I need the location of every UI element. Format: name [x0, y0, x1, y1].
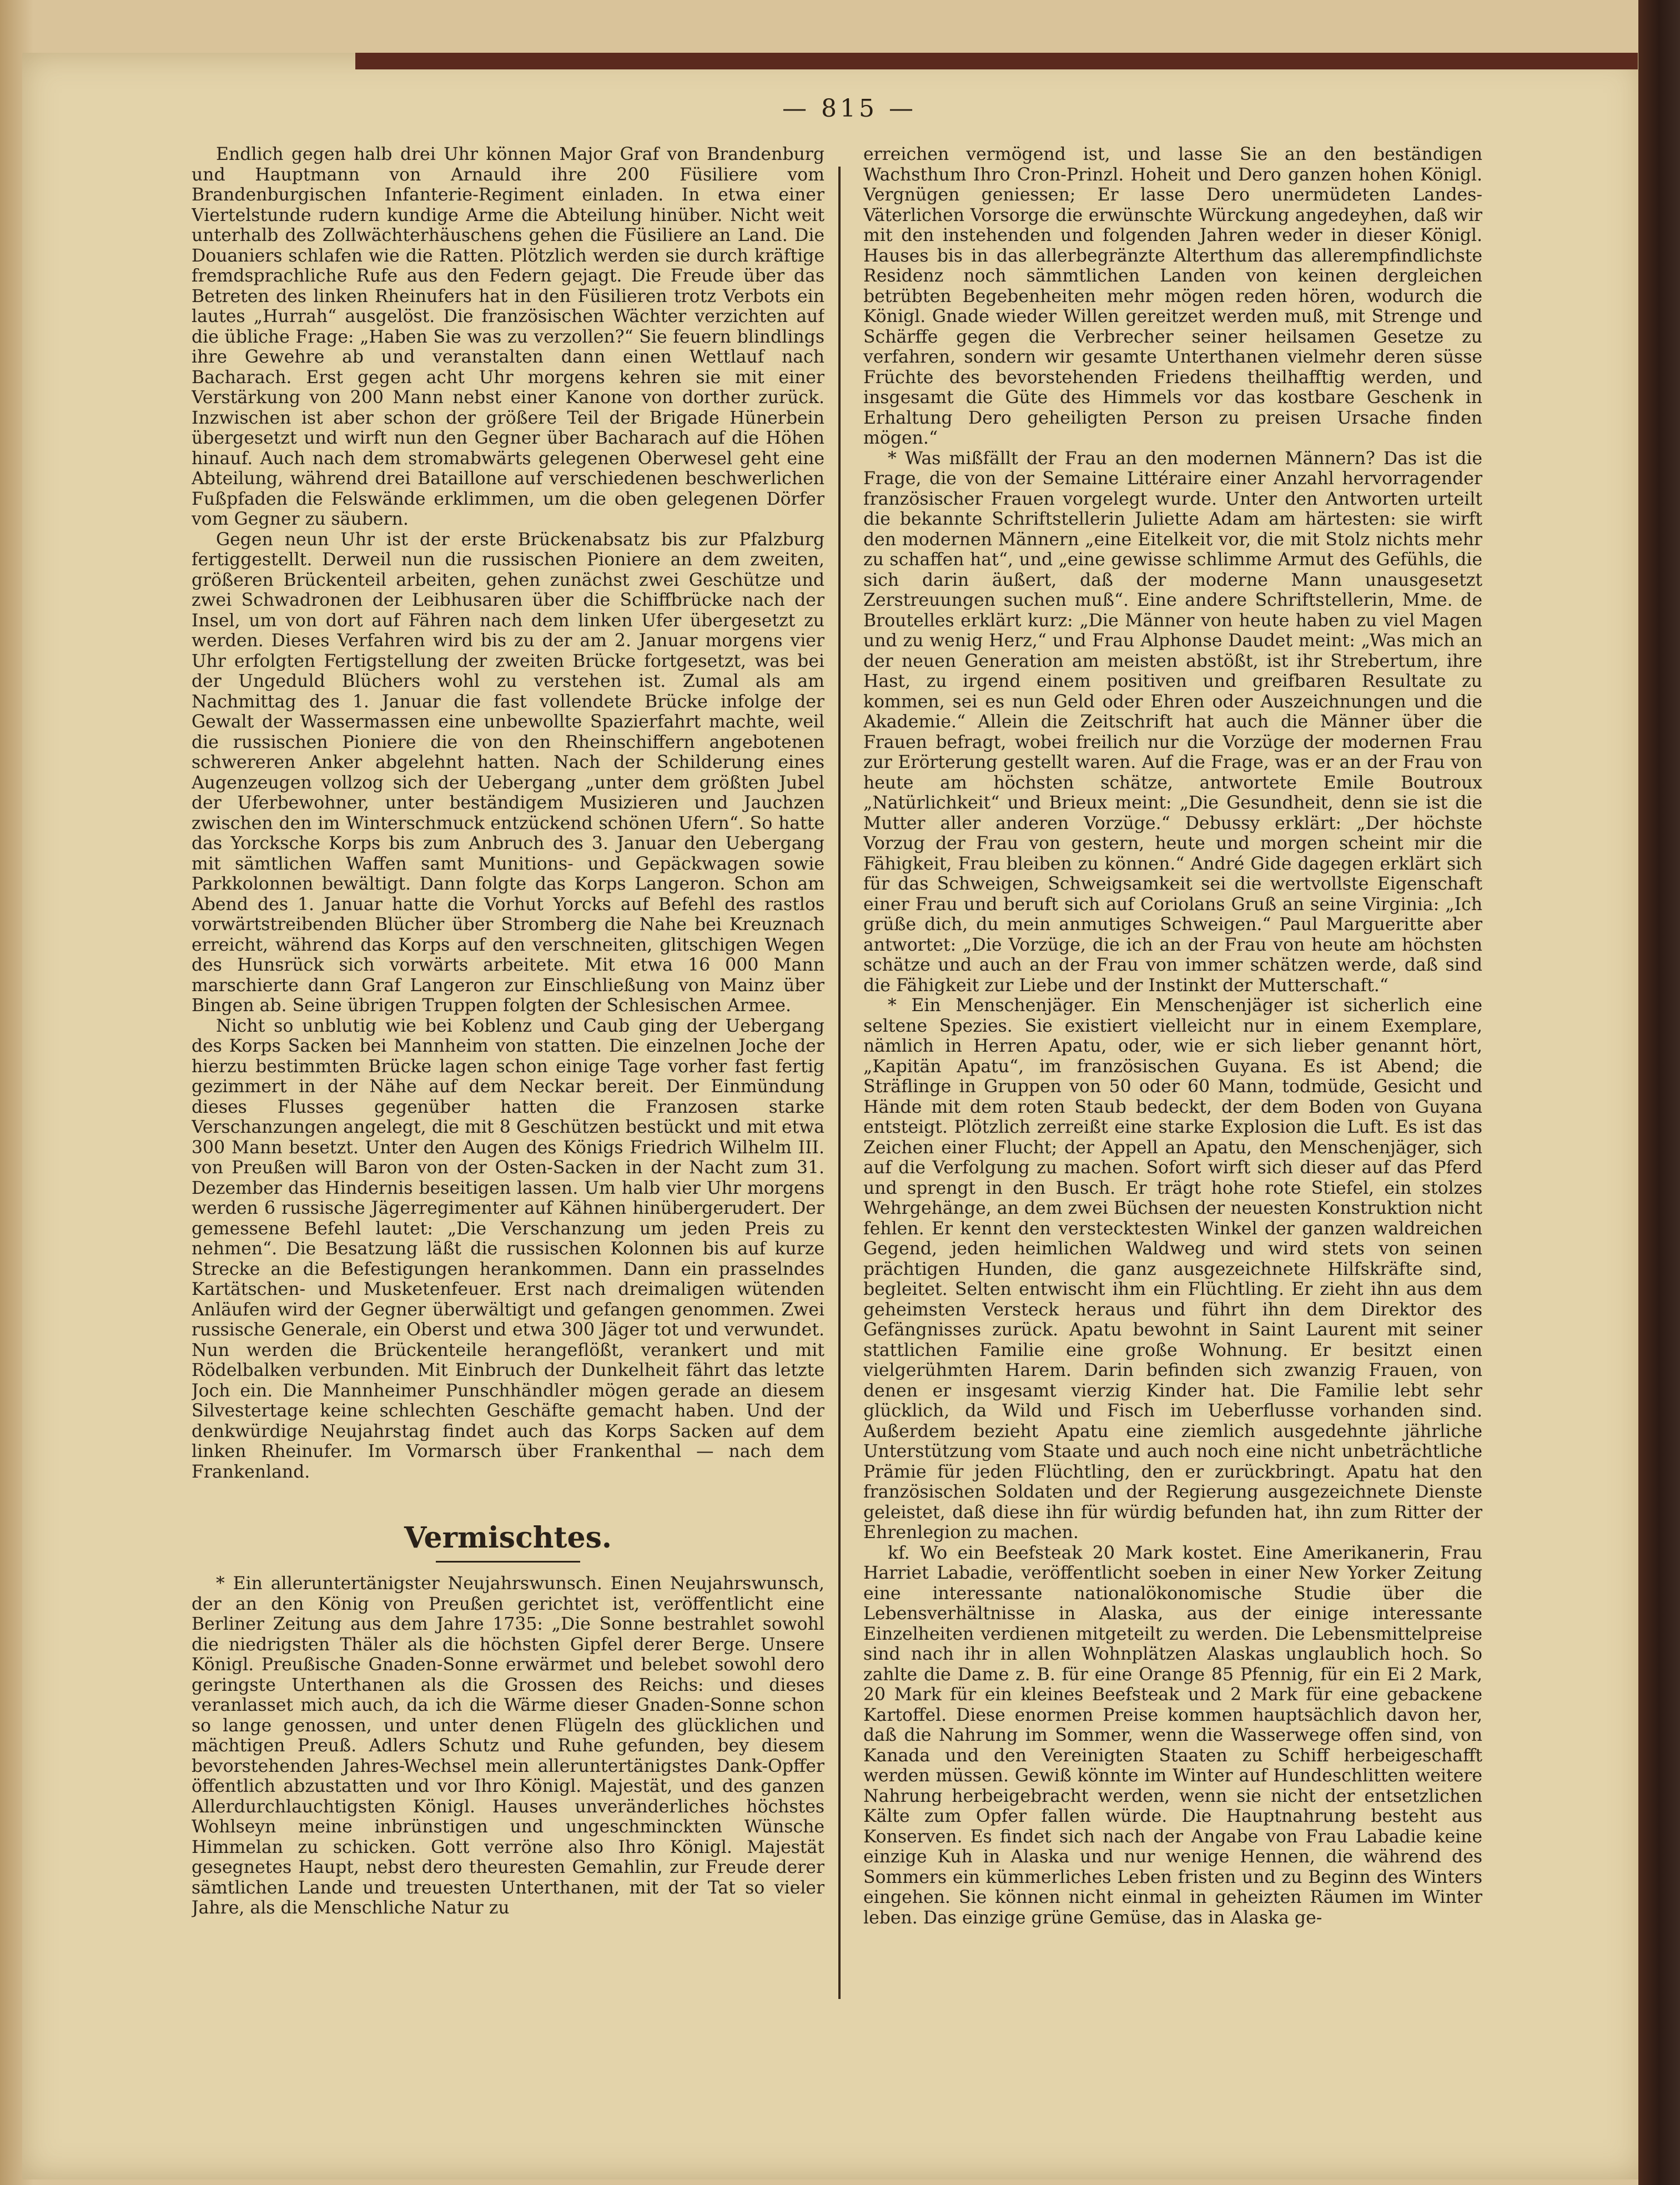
page-number: — 815 —: [782, 94, 917, 123]
section-heading: Vermischtes.: [404, 1521, 612, 1555]
book-binding: [1638, 0, 1680, 2185]
article-paragraph: Endlich gegen halb drei Uhr können Major Graf von Brandenburg und Hauptmann von Arnauld ihre 200 Füsiliere vom Brandenburgischen Infanterie-Regiment einladen. In etwa einer Viertelstunde rudern kundige Arme die Abteilung hinüber. Nicht weit unterhalb des Zollwächterhäuschens gehen die Füsiliere an Land. Die Douaniers schlafen wie die Ratten. Plötzlich werden sie durch kräftige fremdsprachliche Rufe aus den Federn gejagt. Die Freude über das Betreten des linken Rheinufers hat in den Füsilieren trotz Verbots ein lautes „Hurrah“ ausgelöst. Die französischen Wächter verzichten auf die übliche Frage: „Haben Sie was zu verzollen?“ Sie feuern blindlings ihre Gewehre ab und veranstalten dann einen Wettlauf nach Bacharach. Erst gegen acht Uhr morgens kehren sie mit einer Verstärkung von 200 Mann nebst einer Kanone von dorther zurück. Inzwischen ist aber schon der größere Teil der Brigade Hünerbein übergesetzt und wirft nun den Gegner über Bacharach auf die Höhen hinauf. Auch nach dem stromabwärts gelegenen Oberwesel geht eine Abteilung, während drei Bataillone auf verschiedenen beschwerlichen Fußpfaden die Felswände erklimmen, um die oben gelegenen Dörfer vom Gegner zu säubern.: [192, 144, 824, 529]
article-paragraph: Nicht so unblutig wie bei Koblenz und Caub ging der Uebergang des Korps Sacken bei Mannheim von statten. Die einzelnen Joche der hierzu bestimmten Brücke lagen schon einige Tage vorher fast fertig gezimmert in der Nähe auf dem Neckar bereit. Der Einmündung dieses Flusses gegenüber hatten die Franzosen starke Verschanzungen angelegt, die mit 8 Geschützen bestückt und mit etwa 300 Mann besetzt. Unter den Augen des Königs Friedrich Wilhelm III. von Preußen will Baron von der Osten-Sacken in der Nacht zum 31. Dezember das Hindernis beseitigen lassen. Um halb vier Uhr morgens werden 6 russische Jägerregimenter auf Kähnen hinübergerudert. Der gemessene Befehl lautet: „Die Verschanzung um jeden Preis zu nehmen“. Die Besatzung läßt die russischen Kolonnen bis auf kurze Strecke an die Befestigungen herankommen. Dann ein prasselndes Kartätschen- und Musketenfeuer. Erst nach dreimaligen wütenden Anläufen wird der Gegner überwältigt und gefangen genommen. Zwei russische Generale, ein Oberst und etwa 300 Jäger tot und verwundet. Nun werden die Brückenteile herangeflößt, verankert und mit Rödelbalken verbunden. Mit Einbruch der Dunkelheit fährt das letzte Joch ein. Die Mannheimer Punschhändler mögen gerade an diesem Silvestertage keine schlechten Geschäfte gemacht haben. Und der denkwürdige Neujahrstag findet auch das Korps Sacken auf dem linken Rheinufer. Im Vormarsch über Frankenthal — nach dem Frankenland.: [192, 1016, 824, 1482]
article-paragraph: kf. Wo ein Beefsteak 20 Mark kostet. Eine Amerikanerin, Frau Harriet Labadie, veröffentlicht soeben in einer New Yorker Zeitung eine interessante nationalökonomische Studie über die Lebensverhältnisse in Alaska, aus der einige interessante Einzelheiten verdienen mitgeteilt zu werden. Die Lebensmittelpreise sind nach ihr in allen Wohnplätzen Alaskas unglaublich hoch. So zahlte die Dame z. B. für eine Orange 85 Pfennig, für ein Ei 2 Mark, 20 Mark für ein kleines Beefsteak und 2 Mark für eine gebackene Kartoffel. Diese enormen Preise kommen hauptsächlich davon her, daß die Nahrung im Sommer, wenn die Wasserwege offen sind, von Kanada und den Vereinigten Staaten zu Schiff herbeigeschafft werden müssen. Gewiß könnte im Winter auf Hundeschlitten weitere Nahrung herbeigebracht werden, wenn sie nicht der entsetzlichen Kälte zum Opfer fallen würde. Die Hauptnahrung besteht aus Konserven. Es findet sich nach der Angabe von Frau Labadie keine einzige Kuh in Alaska und nur wenige Hennen, die während des Sommers ein kümmerliches Leben fristen und zu Beginn des Winters eingehen. Sie können nicht einmal in geheizten Räumen im Winter leben. Das einzige grüne Gemüse, das in Alaska ge-: [863, 1543, 1482, 1928]
heading-rule: [436, 1561, 580, 1563]
article-paragraph: Gegen neun Uhr ist der erste Brückenabsatz bis zur Pfalzburg fertiggestellt. Derweil nun die russischen Pioniere an dem zweiten, größeren Brückenteil arbeiten, gehen zunächst zwei Geschütze und zwei Schwadronen der Leibhusaren über die Schiffbrücke nach der Insel, um von dort auf Fähren nach dem linken Ufer übergesetzt zu werden. Dieses Verfahren wird bis zu der am 2. Januar morgens vier Uhr erfolgten Fertigstellung der zweiten Brücke fortgesetzt, was bei der Ungeduld Blüchers wohl zu verstehen ist. Zumal als am Nachmittag des 1. Januar die fast vollendete Brücke infolge der Gewalt der Wassermassen eine unbewollte Spazierfahrt machte, weil die russischen Pioniere die von den Rheinschiffern angebotenen schwereren Anker abgelehnt hatten. Nach der Schilderung eines Augenzeugen vollzog sich der Uebergang „unter dem größten Jubel der Uferbewohner, unter beständigem Musizieren und Jauchzen zwischen den im Winterschmuck entzückend schönen Ufern“. So hatte das Yorcksche Korps bis zum Anbruch des 3. Januar den Uebergang mit sämtlichen Waffen samt Munitions- und Gepäckwagen sowie Parkkolonnen bewältigt. Dann folgte das Korps Langeron. Schon am Abend des 1. Januar hatte die Vorhut Yorcks auf Befehl des rastlos vorwärtstreibenden Blücher über Stromberg die Nahe bei Kreuznach erreicht, während das Korps auf den verschneiten, glitschigen Wegen des Hunsrück sich vorwärts arbeitete. Mit etwa 16 000 Mann marschierte dann Graf Langeron zur Einschließung von Mainz über Bingen ab. Seine übrigen Truppen folgten der Schlesischen Armee.: [192, 529, 824, 1016]
article-paragraph: * Ein Menschenjäger. Ein Menschenjäger ist sicherlich eine seltene Spezies. Sie existiert vielleicht nur in einem Exemplare, nämlich in Herren Apatu, oder, wie er sich lieber genannt hört, „Kapitän Apatu“, im französischen Guyana. Es ist Abend; die Sträflinge in Gruppen von 50 oder 60 Mann, todmüde, Gesicht und Hände mit dem roten Staub bedeckt, der dem Boden von Guyana entsteigt. Plötzlich zerreißt eine starke Explosion die Luft. Es ist das Zeichen einer Flucht; der Appell an Apatu, den Menschenjäger, sich auf die Verfolgung zu machen. Sofort wirft sich dieser auf das Pferd und sprengt in den Busch. Er trägt hohe rote Stiefel, ein stolzes Wehrgehänge, an dem zwei Büchsen der neuesten Konstruktion nicht fehlen. Er kennt den verstecktesten Winkel der ganzen waldreichen Gegend, jeden heimlichen Waldweg und wird stets von seinen prächtigen Hunden, die ganz ausgezeichnete Hilfskräfte sind, begleitet. Selten entwischt ihm ein Flüchtling. Er zieht ihn aus dem geheimsten Versteck heraus und führt ihn dem Direktor des Gefängnisses zurück. Apatu bewohnt in Saint Laurent mit seiner stattlichen Familie eine große Wohnung. Er besitzt einen vielgerühmten Harem. Darin befinden sich zwanzig Frauen, von denen er insgesamt vierzig Kinder hat. Die Familie lebt sehr glücklich, da Wild und Fisch im Ueberflusse vorhanden sind. Außerdem bezieht Apatu eine ziemlich ausgedehnte jährliche Unterstützung vom Staate und auch noch eine nicht unbeträchtliche Prämie für jeden Flüchtling, den er zurückbringt. Apatu hat den französischen Soldaten und der Regierung ausgezeichnete Dienste geleistet, daß diese ihn für würdig befunden hat, ihn zum Ritter der Ehrenlegion zu machen.: [863, 996, 1482, 1543]
binding-top-strip: [355, 53, 1638, 69]
column-divider: [838, 167, 841, 1999]
article-paragraph: * Was mißfällt der Frau an den modernen Männern? Das ist die Frage, die von der Semaine Littéraire einer Anzahl hervorragender französischer Frauen vorgelegt wurde. Unter den Antworten urteilt die bekannte Schriftstellerin Juliette Adam am härtesten: sie wirft den modernen Männern „eine Eitelkeit vor, die mit Stolz nichts mehr zu schaffen hat“, und „eine gewisse schlimme Armut des Gefühls, die sich darin äußert, daß der moderne Mann unausgesetzt Zerstreuungen suchen muß“. Eine andere Schriftstellerin, Mme. de Broutelles erklärt kurz: „Die Männer von heute haben zu viel Magen und zu wenig Herz,“ und Frau Alphonse Daudet meint: „Was mich an der neuen Generation am meisten abstößt, ist ihr Strebertum, ihre Hast, zu irgend einem positiven und greifbaren Resultate zu kommen, sei es nun Geld oder Ehren oder Auszeichnungen und die Akademie.“ Allein die Zeitschrift hat auch die Männer über die Frauen befragt, wobei freilich nur die Vorzüge der modernen Frau zur Erörterung gestellt waren. Auf die Frage, was er an der Frau von heute am höchsten schätze, antwortete Emile Boutroux „Natürlichkeit“ und Brieux meint: „Die Gesundheit, denn sie ist die Mutter aller anderen Vorzüge.“ Debussy erklärt: „Der höchste Vorzug der Frau von gestern, heute und morgen scheint mir die Fähigkeit, Frau bleiben zu können.“ André Gide dagegen erklärt sich für das Schweigen, Schweigsamkeit sei die wertvollste Eigenschaft einer Frau und beruft sich auf Coriolans Gruß an seine Virginia: „Ich grüße dich, du mein anmutiges Schweigen.“ Paul Margueritte aber antwortet: „Die Vorzüge, die ich an der Frau von heute am höchsten schätze und auch an der Frau von immer schätzen werde, daß sind die Fähigkeit zur Liebe und der Instinkt der Mutterschaft.“: [863, 448, 1482, 996]
article-paragraph: erreichen vermögend ist, und lasse Sie an den beständigen Wachsthum Ihro Cron-Prinzl. Hoheit und Dero ganzen hohen Königl. Vergnügen geniessen; Er lasse Dero unermüdeten Landes-Väterlichen Vorsorge die erwünschte Würckung angedeyhen, daß wir mit den instehenden und folgenden Jahren weder in dieser Königl. Hauses bis in das allerbegränzte Alterthum das allerempfindlichste Residenz noch sämmtlichen Landen von keinen dergleichen betrübten Begebenheiten mehr mögen reden hören, wodurch die Königl. Gnade wieder Willen gereitzet werden muß, mit Strenge und Schärffe gegen die Verbrecher seiner heilsamen Gesetze zu verfahren, sondern wir gesamte Unterthanen vielmehr deren süsse Früchte des bevorstehenden Friedens theilhafftig werden, und insgesamt die Güte des Himmels vor das kostbare Geschenk in Erhaltung Dero geheiligten Person zu preisen Ursache finden mögen.“: [863, 144, 1482, 448]
article-paragraph: * Ein alleruntertänigster Neujahrswunsch. Einen Neujahrswunsch, der an den König von Preußen gerichtet ist, veröffentlicht eine Berliner Zeitung aus dem Jahre 1735: „Die Sonne bestrahlet sowohl die niedrigsten Thäler als die höchsten Gipfel derer Berge. Unsere Königl. Preußische Gnaden-Sonne erwärmet und belebet sowohl dero geringste Unterthanen als die Grossen des Reichs: und dieses veranlasset mich auch, da ich die Wärme dieser Gnaden-Sonne schon so lange genossen, und unter denen Flügeln des glücklichen und mächtigen Preuß. Adlers Schutz und Ruhe gefunden, bey diesem bevorstehenden Jahres-Wechsel mein alleruntertänigstes Dank-Opffer öffentlich abzustatten und vor Ihro Königl. Majestät, und des ganzen Allerdurchlauchtigsten Königl. Hauses unveränderliches höchstes Wohlseyn meine inbrünstigen und ungeschminckten Wünsche Himmelan zu schicken. Gott verröne also Ihro Königl. Majestät gesegnetes Haupt, nebst dero theuresten Gemahlin, zur Freude derer sämtlichen Lande und treuesten Unterthanen, mit der Tat so vieler Jahre, als die Menschliche Natur zu: [192, 1574, 824, 1918]
left-column: [192, 144, 824, 2005]
right-column: [863, 144, 1482, 2005]
